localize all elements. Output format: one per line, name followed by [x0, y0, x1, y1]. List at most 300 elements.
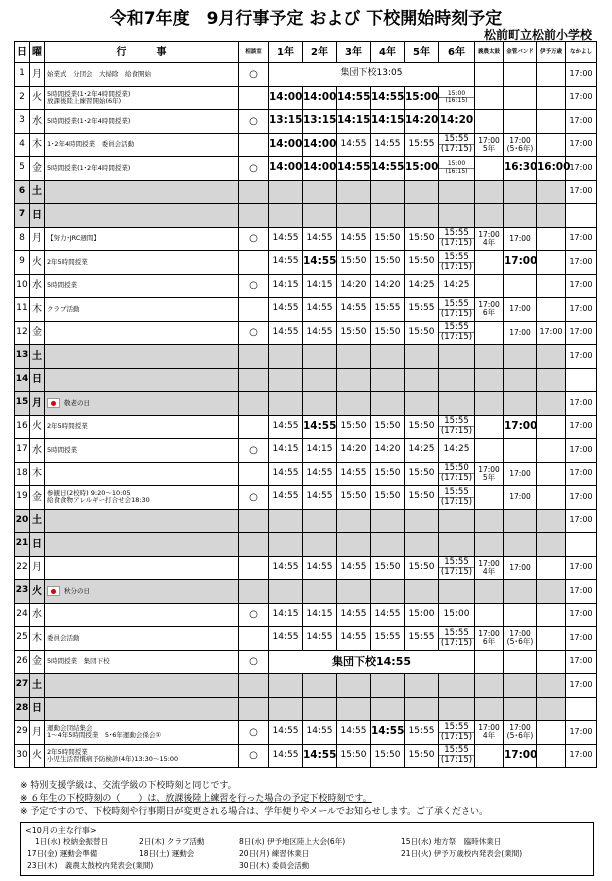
empty-cell — [337, 180, 371, 204]
grade-4-time: 14:15 — [371, 110, 405, 134]
consult-cell: ○ — [239, 603, 269, 627]
grade-5-time: 15:50 — [405, 321, 439, 345]
nakayoshi-cell: 17:00 — [566, 321, 597, 345]
empty-cell — [475, 368, 504, 392]
consult-cell — [239, 298, 269, 322]
grade-4-time: 14:55 — [371, 86, 405, 110]
event-cell: 5時間授業 集団下校 — [45, 650, 239, 674]
empty-cell — [269, 180, 303, 204]
nakayoshi-cell: 17:00 — [566, 63, 597, 87]
taiko-cell — [475, 157, 504, 181]
grade-1-time: 14:55 — [269, 227, 303, 251]
empty-cell — [303, 368, 337, 392]
band-cell: 17:00 — [504, 298, 537, 322]
grade-5-time: 15:50 — [405, 556, 439, 580]
event-cell: 2年5時間授業 小児生活習慣病予防検診(4年)13:30～15:00 — [45, 744, 239, 768]
nakayoshi-cell: 17:00 — [566, 556, 597, 580]
iyoman-cell — [537, 227, 566, 251]
grade-4-time: 15:50 — [371, 462, 405, 486]
weekday-cell: 日 — [30, 204, 45, 228]
empty-cell — [504, 392, 537, 416]
consult-cell: ○ — [239, 721, 269, 745]
taiko-cell — [475, 603, 504, 627]
empty-cell — [303, 509, 337, 533]
iyoman-cell — [537, 133, 566, 157]
empty-cell — [439, 697, 475, 721]
grade-2-time: 14:55 — [303, 744, 337, 768]
grade-6-time — [439, 133, 475, 157]
consult-cell — [239, 415, 269, 439]
nakayoshi-cell: 17:00 — [566, 227, 597, 251]
grade-1-time: 14:15 — [269, 603, 303, 627]
event-cell — [45, 392, 239, 416]
day-cell: 7 — [15, 204, 30, 228]
consult-cell — [239, 627, 269, 651]
october-item: 21日(火) 伊予万歳校内発表会(業間) — [401, 849, 523, 858]
taiko-cell — [475, 415, 504, 439]
grade-4-time: 15:50 — [371, 227, 405, 251]
empty-cell — [371, 533, 405, 557]
header-event: 行 事 — [45, 42, 239, 63]
october-item: 23日(木) 義農太鼓校内発表会(業間) — [27, 861, 154, 870]
grade-1-time: 13:15 — [269, 110, 303, 134]
empty-cell — [475, 580, 504, 604]
grade-2-time: 14:15 — [303, 274, 337, 298]
table-row — [15, 345, 597, 369]
event-cell: 5時間授業(1･2年4時間授業) 放課後陸上練習開始(6年) — [45, 86, 239, 110]
event-cell — [45, 697, 239, 721]
weekday-cell: 火 — [30, 580, 45, 604]
empty-cell — [405, 533, 439, 557]
grade-2-time: 14:55 — [303, 462, 337, 486]
weekday-cell: 水 — [30, 603, 45, 627]
day-cell: 19 — [15, 486, 30, 510]
empty-cell — [439, 392, 475, 416]
taiko-cell — [475, 439, 504, 463]
iyoman-cell — [537, 721, 566, 745]
empty-cell — [371, 180, 405, 204]
grade-1-time: 14:15 — [269, 439, 303, 463]
grade-6-time: 15:00 — [439, 603, 475, 627]
band-cell — [504, 603, 537, 627]
grade-6-time-main: 15:55 — [439, 723, 474, 733]
nakayoshi-cell: 17:00 — [566, 392, 597, 416]
grade-5-time: 15:55 — [405, 298, 439, 322]
consult-cell — [239, 392, 269, 416]
taiko-cell: 17:00 4年 — [475, 721, 504, 745]
nakayoshi-cell: 17:00 — [566, 462, 597, 486]
weekday-cell: 日 — [30, 533, 45, 557]
weekday-cell: 月 — [30, 227, 45, 251]
grade-5-time: 14:20 — [405, 110, 439, 134]
schedule-table — [14, 41, 597, 768]
event-cell — [45, 580, 239, 604]
grade-3-time: 14:55 — [337, 603, 371, 627]
grade-2-time: 14:00 — [303, 133, 337, 157]
grade-4-time: 14:55 — [371, 603, 405, 627]
weekday-cell: 土 — [30, 345, 45, 369]
empty-cell — [537, 650, 566, 674]
grade-6-time-extended: (17:15) — [440, 308, 473, 319]
nakayoshi-cell: 17:00 — [566, 274, 597, 298]
event-cell — [45, 603, 239, 627]
iyoman-cell — [537, 251, 566, 275]
empty-cell — [405, 509, 439, 533]
grade-6-time-main: 15:00 — [439, 161, 474, 168]
consult-cell — [239, 180, 269, 204]
october-item: 15日(水) 地方祭 臨時休業日 — [401, 837, 502, 846]
empty-cell — [371, 368, 405, 392]
weekday-cell: 金 — [30, 321, 45, 345]
grade-5-time: 14:25 — [405, 439, 439, 463]
consult-cell — [239, 204, 269, 228]
grade-4-time: 15:55 — [371, 627, 405, 651]
empty-cell — [303, 533, 337, 557]
grade-4-time: 15:50 — [371, 556, 405, 580]
grade-6-time — [439, 298, 475, 322]
grade-4-time: 14:20 — [371, 439, 405, 463]
grade-3-time: 14:55 — [337, 298, 371, 322]
weekday-cell: 金 — [30, 157, 45, 181]
empty-cell — [475, 345, 504, 369]
consult-cell — [239, 580, 269, 604]
grade-6-time — [439, 157, 475, 181]
header-grade-6: 6年 — [439, 42, 475, 63]
note-1: ※ 特別支援学級は、交流学級の下校時刻と同じです。 — [20, 781, 237, 791]
october-events-box — [20, 822, 594, 876]
table-row — [15, 439, 597, 463]
weekday-cell: 木 — [30, 627, 45, 651]
table-row — [15, 392, 597, 416]
table-row — [15, 627, 597, 651]
table-row — [15, 227, 597, 251]
day-cell: 29 — [15, 721, 30, 745]
empty-cell — [405, 674, 439, 698]
empty-cell — [371, 345, 405, 369]
day-cell: 2 — [15, 86, 30, 110]
empty-cell — [371, 509, 405, 533]
october-item: 17日(金) 運動会準備 — [27, 849, 98, 858]
empty-cell — [337, 204, 371, 228]
weekday-cell: 水 — [30, 274, 45, 298]
band-cell: 17:00 — [504, 744, 537, 768]
table-row — [15, 415, 597, 439]
weekday-cell: 月 — [30, 392, 45, 416]
consult-cell — [239, 697, 269, 721]
header-grade-2: 2年 — [303, 42, 337, 63]
grade-1-time: 14:55 — [269, 486, 303, 510]
taiko-cell: 17:00 4年 — [475, 227, 504, 251]
grade-6-time-main: 15:50 — [439, 464, 474, 474]
grade-6-time-extended: (17:15) — [440, 731, 473, 742]
day-cell: 27 — [15, 674, 30, 698]
empty-cell — [337, 533, 371, 557]
empty-cell — [475, 674, 504, 698]
event-cell: 5時間授業(1･2年4時間授業) — [45, 157, 239, 181]
october-item: 30日(木) 委員会活動 — [239, 861, 310, 870]
table-row — [15, 180, 597, 204]
grade-6-time — [439, 627, 475, 651]
empty-cell — [475, 204, 504, 228]
table-row — [15, 650, 597, 674]
band-cell: 17:00 (5･6年) — [504, 133, 537, 157]
taiko-cell: 17:00 5年 — [475, 462, 504, 486]
grade-4-time: 14:55 — [371, 133, 405, 157]
day-cell: 17 — [15, 439, 30, 463]
nakayoshi-cell: 17:00 — [566, 580, 597, 604]
consult-cell: ○ — [239, 321, 269, 345]
empty-cell — [303, 674, 337, 698]
nakayoshi-cell: 17:00 — [566, 650, 597, 674]
empty-cell — [504, 580, 537, 604]
empty-cell — [337, 345, 371, 369]
table-row — [15, 486, 597, 510]
taiko-cell — [475, 110, 504, 134]
october-title: <10月の主な行事> — [25, 826, 97, 835]
note-3: ※ 予定ですので、下校時刻や行事期日が変更される場合は、学年便りやメールでお知らせします。ご了承ください。 — [20, 807, 489, 817]
grade-2-time: 14:55 — [303, 721, 337, 745]
empty-cell — [405, 204, 439, 228]
grade-6-time-extended: (17:15) — [440, 637, 473, 648]
table-row — [15, 86, 597, 110]
grade-1-time: 14:15 — [269, 274, 303, 298]
nakayoshi-cell: 17:00 — [566, 110, 597, 134]
grade-6-time-extended: (17:15) — [440, 144, 473, 155]
grade-6-time-main: 15:55 — [439, 300, 474, 310]
table-row — [15, 509, 597, 533]
weekday-cell: 土 — [30, 674, 45, 698]
header-iyoman: 伊予万歳 — [537, 42, 566, 63]
consult-cell: ○ — [239, 274, 269, 298]
grade-6-time: 14:20 — [439, 110, 475, 134]
event-cell: 運動会団結集会 1～4年5時間授業 5･6年運動会係会① — [45, 721, 239, 745]
iyoman-cell: 16:00 — [537, 157, 566, 181]
taiko-cell — [475, 251, 504, 275]
band-cell — [504, 110, 537, 134]
grade-5-time: 15:50 — [405, 462, 439, 486]
nakayoshi-cell: 17:00 — [566, 509, 597, 533]
band-cell: 16:30 — [504, 157, 537, 181]
band-cell: 17:00 — [504, 415, 537, 439]
nakayoshi-cell: 17:00 — [566, 721, 597, 745]
day-cell: 21 — [15, 533, 30, 557]
event-cell: 5時間授業(1･2年4時間授業) — [45, 110, 239, 134]
table-row — [15, 63, 597, 87]
notes — [20, 780, 488, 819]
table-row — [15, 603, 597, 627]
grade-3-time: 14:55 — [337, 133, 371, 157]
october-item: 20日(月) 練習休業日 — [239, 849, 310, 858]
empty-cell — [504, 345, 537, 369]
empty-cell — [269, 368, 303, 392]
empty-cell — [475, 650, 504, 674]
october-item: 18日(土) 運動会 — [139, 849, 195, 858]
grade-5-time: 14:25 — [405, 274, 439, 298]
grade-2-time: 14:55 — [303, 627, 337, 651]
day-cell: 24 — [15, 603, 30, 627]
grade-1-time: 14:55 — [269, 721, 303, 745]
iyoman-cell — [537, 603, 566, 627]
empty-cell — [269, 509, 303, 533]
nakayoshi-cell: 17:00 — [566, 251, 597, 275]
table-row — [15, 462, 597, 486]
taiko-cell — [475, 744, 504, 768]
grade-6-time-extended: (17:15) — [440, 426, 473, 437]
grade-1-time: 14:55 — [269, 321, 303, 345]
event-cell: 1･2年4時間授業 委員会活動 — [45, 133, 239, 157]
empty-cell — [504, 509, 537, 533]
band-cell: 17:00 (5･6年) — [504, 721, 537, 745]
empty-cell — [537, 674, 566, 698]
band-cell: 17:00 — [504, 251, 537, 275]
empty-cell — [439, 674, 475, 698]
day-cell: 13 — [15, 345, 30, 369]
consult-cell — [239, 368, 269, 392]
empty-cell — [475, 697, 504, 721]
nakayoshi-cell — [566, 533, 597, 557]
nakayoshi-cell: 17:00 — [566, 674, 597, 698]
event-cell: 参観日(2校時) 9:20～10:05 給食食物アレルギー打合せ会18:30 — [45, 486, 239, 510]
empty-cell — [269, 697, 303, 721]
grade-6-time-main: 15:55 — [439, 417, 474, 427]
taiko-cell — [475, 274, 504, 298]
header-weekday: 曜 — [30, 42, 45, 63]
event-cell — [45, 204, 239, 228]
grade-3-time: 15:50 — [337, 415, 371, 439]
nakayoshi-cell — [566, 697, 597, 721]
taiko-cell: 17:00 6年 — [475, 627, 504, 651]
grade-1-time: 14:55 — [269, 627, 303, 651]
day-cell: 28 — [15, 697, 30, 721]
grade-6-time-extended: (17:15) — [440, 332, 473, 343]
consult-cell: ○ — [239, 157, 269, 181]
nakayoshi-cell: 17:00 — [566, 603, 597, 627]
nakayoshi-cell — [566, 368, 597, 392]
group-dismissal-cell: 集団下校14:55 — [269, 650, 475, 674]
weekday-cell: 金 — [30, 486, 45, 510]
grade-3-time: 14:55 — [337, 86, 371, 110]
table-row — [15, 133, 597, 157]
grade-1-time: 14:55 — [269, 556, 303, 580]
grade-5-time: 15:55 — [405, 721, 439, 745]
grade-6-time — [439, 486, 475, 510]
day-cell: 11 — [15, 298, 30, 322]
japan-flag-icon — [47, 586, 60, 596]
band-cell: 17:00 — [504, 556, 537, 580]
table-row — [15, 744, 597, 768]
empty-cell — [504, 180, 537, 204]
weekday-cell: 日 — [30, 697, 45, 721]
grade-3-time: 14:55 — [337, 157, 371, 181]
weekday-cell: 月 — [30, 63, 45, 87]
grade-4-time: 14:55 — [371, 721, 405, 745]
grade-6-time — [439, 321, 475, 345]
taiko-cell — [475, 86, 504, 110]
consult-cell: ○ — [239, 439, 269, 463]
grade-1-time: 14:55 — [269, 462, 303, 486]
grade-6-time: 14:25 — [439, 439, 475, 463]
taiko-cell — [475, 486, 504, 510]
empty-cell — [303, 392, 337, 416]
grade-5-time: 15:50 — [405, 251, 439, 275]
grade-5-time: 15:00 — [405, 157, 439, 181]
empty-cell — [537, 204, 566, 228]
table-row — [15, 157, 597, 181]
grade-4-time: 15:50 — [371, 415, 405, 439]
grade-3-time: 15:50 — [337, 321, 371, 345]
grade-6-time-main: 15:00 — [439, 91, 474, 98]
grade-5-time: 15:00 — [405, 86, 439, 110]
consult-cell — [239, 133, 269, 157]
empty-cell — [475, 392, 504, 416]
grade-4-time: 14:55 — [371, 157, 405, 181]
empty-cell — [337, 580, 371, 604]
day-cell: 23 — [15, 580, 30, 604]
empty-cell — [504, 63, 537, 87]
iyoman-cell — [537, 556, 566, 580]
taiko-cell — [475, 321, 504, 345]
event-cell: 2年5時間授業 — [45, 415, 239, 439]
table-row — [15, 674, 597, 698]
grade-4-time: 15:55 — [371, 298, 405, 322]
empty-cell — [337, 697, 371, 721]
day-cell: 3 — [15, 110, 30, 134]
grade-3-time: 15:50 — [337, 486, 371, 510]
empty-cell — [405, 697, 439, 721]
grade-3-time: 14:55 — [337, 227, 371, 251]
grade-2-time: 14:55 — [303, 321, 337, 345]
empty-cell — [537, 345, 566, 369]
grade-3-time: 14:15 — [337, 110, 371, 134]
iyoman-cell — [537, 744, 566, 768]
grade-1-time: 14:55 — [269, 415, 303, 439]
day-cell: 14 — [15, 368, 30, 392]
event-cell: 【努力･JRC週間】 — [45, 227, 239, 251]
iyoman-cell: 17:00 — [537, 321, 566, 345]
day-cell: 4 — [15, 133, 30, 157]
weekday-cell: 月 — [30, 721, 45, 745]
band-cell: 17:00 — [504, 321, 537, 345]
grade-1-time: 14:55 — [269, 251, 303, 275]
day-cell: 1 — [15, 63, 30, 87]
nakayoshi-cell: 17:00 — [566, 157, 597, 181]
empty-cell — [537, 368, 566, 392]
iyoman-cell — [537, 462, 566, 486]
grade-4-time: 15:50 — [371, 251, 405, 275]
consult-cell — [239, 533, 269, 557]
header-grade-3: 3年 — [337, 42, 371, 63]
grade-1-time: 14:00 — [269, 86, 303, 110]
consult-cell: ○ — [239, 744, 269, 768]
band-cell: 17:00 — [504, 486, 537, 510]
nakayoshi-cell: 17:00 — [566, 180, 597, 204]
grade-2-time: 14:15 — [303, 439, 337, 463]
grade-3-time: 14:20 — [337, 439, 371, 463]
grade-6-time-extended: (17:15) — [440, 755, 473, 766]
grade-6-time-extended: (17:15) — [440, 567, 473, 578]
page-title: 令和7年度 9月行事予定 および 下校開始時刻予定 — [109, 9, 503, 29]
october-item: 2日(木) クラブ活動 — [139, 837, 205, 846]
event-cell — [45, 368, 239, 392]
consult-cell: ○ — [239, 110, 269, 134]
day-cell: 22 — [15, 556, 30, 580]
weekday-cell: 土 — [30, 509, 45, 533]
empty-cell — [405, 392, 439, 416]
grade-2-time: 14:55 — [303, 486, 337, 510]
grade-6-time — [439, 721, 475, 745]
empty-cell — [269, 580, 303, 604]
table-row — [15, 556, 597, 580]
